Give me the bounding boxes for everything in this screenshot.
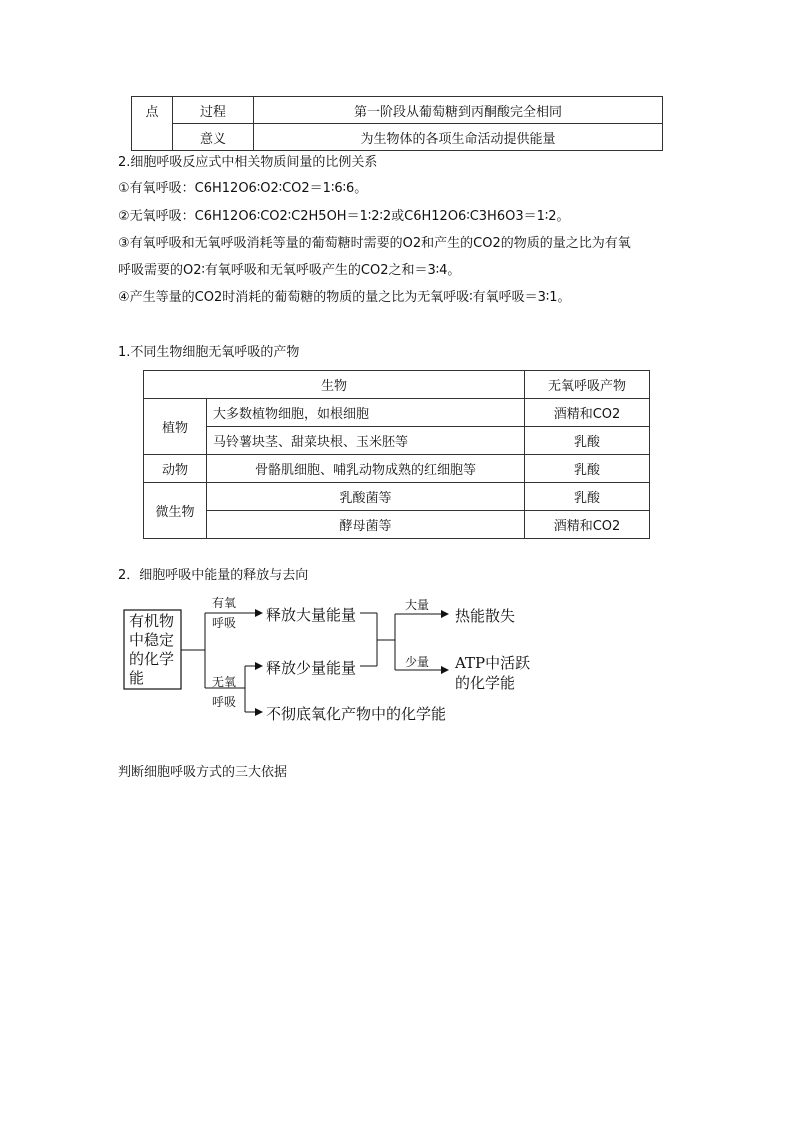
incomplete-oxidation: 不彻底氧化产物中的化学能 <box>266 705 447 723</box>
release-small: 释放少量能量 <box>266 659 357 677</box>
group-animal: 动物 <box>144 455 207 483</box>
organism-cell: 酵母菌等 <box>207 511 525 539</box>
process-text: 第一阶段从葡萄糖到丙酮酸完全相同 <box>254 97 663 124</box>
col-organism: 生物 <box>144 371 525 399</box>
col-product: 无氧呼吸产物 <box>525 371 650 399</box>
ratio-item-2: ②无氧呼吸：C6H12O6∶CO2∶C2H5OH＝1∶2∶2或C6H12O6∶C3H6O3＝1∶2。 <box>118 209 570 224</box>
ratio-item-3-line-1: ③有氧呼吸和无氧呼吸消耗等量的葡萄糖时需要的O2和产生的CO2的物质的量之比为有氧 <box>118 236 631 251</box>
anaerobic-label <box>212 672 236 712</box>
group-microbe: 微生物 <box>144 483 207 539</box>
process-label: 过程 <box>173 97 254 124</box>
atp-line: ATP中活跃 <box>455 654 531 672</box>
energy-heading: 2．细胞呼吸中能量的释放与去向 <box>118 568 309 583</box>
box-line: 有机物 <box>129 612 175 630</box>
large-label: 大量 <box>405 598 430 612</box>
aerobic-line: 有氧 <box>212 596 237 610</box>
anaerobic-line: 呼吸 <box>212 695 237 709</box>
release-large: 释放大量能量 <box>266 606 357 624</box>
group-plant: 植物 <box>144 399 207 455</box>
product-cell: 乳酸 <box>525 427 650 455</box>
organism-cell: 骨骼肌细胞、哺乳动物成熟的红细胞等 <box>207 455 525 483</box>
ratio-item-3-line-2: 呼吸需要的O2∶有氧呼吸和无氧呼吸产生的CO2之和＝3∶4。 <box>118 263 461 278</box>
organism-cell: 大多数植物细胞，如根细胞 <box>207 399 525 427</box>
box-line: 能 <box>129 669 145 687</box>
box-line: 中稳定 <box>129 631 175 649</box>
atp-energy <box>455 653 530 693</box>
basis-heading: 判断细胞呼吸方式的三大依据 <box>118 765 288 780</box>
products-table <box>143 370 650 539</box>
organism-cell: 乳酸菌等 <box>207 483 525 511</box>
ratio-heading: 2.细胞呼吸反应式中相关物质间量的比例关系 <box>118 155 378 170</box>
product-cell: 乳酸 <box>525 455 650 483</box>
product-cell: 酒精和CO2 <box>525 399 650 427</box>
meaning-label: 意义 <box>173 124 254 151</box>
atp-line: 的化学能 <box>455 674 516 692</box>
ratio-item-4: ④产生等量的CO2时消耗的葡萄糖的物质的量之比为无氧呼吸∶有氧呼吸＝3∶1。 <box>118 290 571 305</box>
product-cell: 酒精和CO2 <box>525 511 650 539</box>
anaerobic-line: 无氧 <box>212 675 237 689</box>
aerobic-label <box>212 593 236 633</box>
heat-loss: 热能散失 <box>455 607 516 625</box>
top-table <box>131 96 663 151</box>
source-box <box>129 612 179 688</box>
products-heading: 1.不同生物细胞无氧呼吸的产物 <box>118 345 300 360</box>
organism-cell: 马铃薯块茎、甜菜块根、玉米胚等 <box>207 427 525 455</box>
row-label: 点 <box>132 97 173 151</box>
meaning-text: 为生物体的各项生命活动提供能量 <box>254 124 663 151</box>
box-line: 的化学 <box>129 650 175 668</box>
small-label: 少量 <box>405 655 430 669</box>
aerobic-line: 呼吸 <box>212 616 237 630</box>
ratio-item-1: ①有氧呼吸：C6H12O6∶O2∶CO2＝1∶6∶6。 <box>118 181 368 196</box>
product-cell: 乳酸 <box>525 483 650 511</box>
